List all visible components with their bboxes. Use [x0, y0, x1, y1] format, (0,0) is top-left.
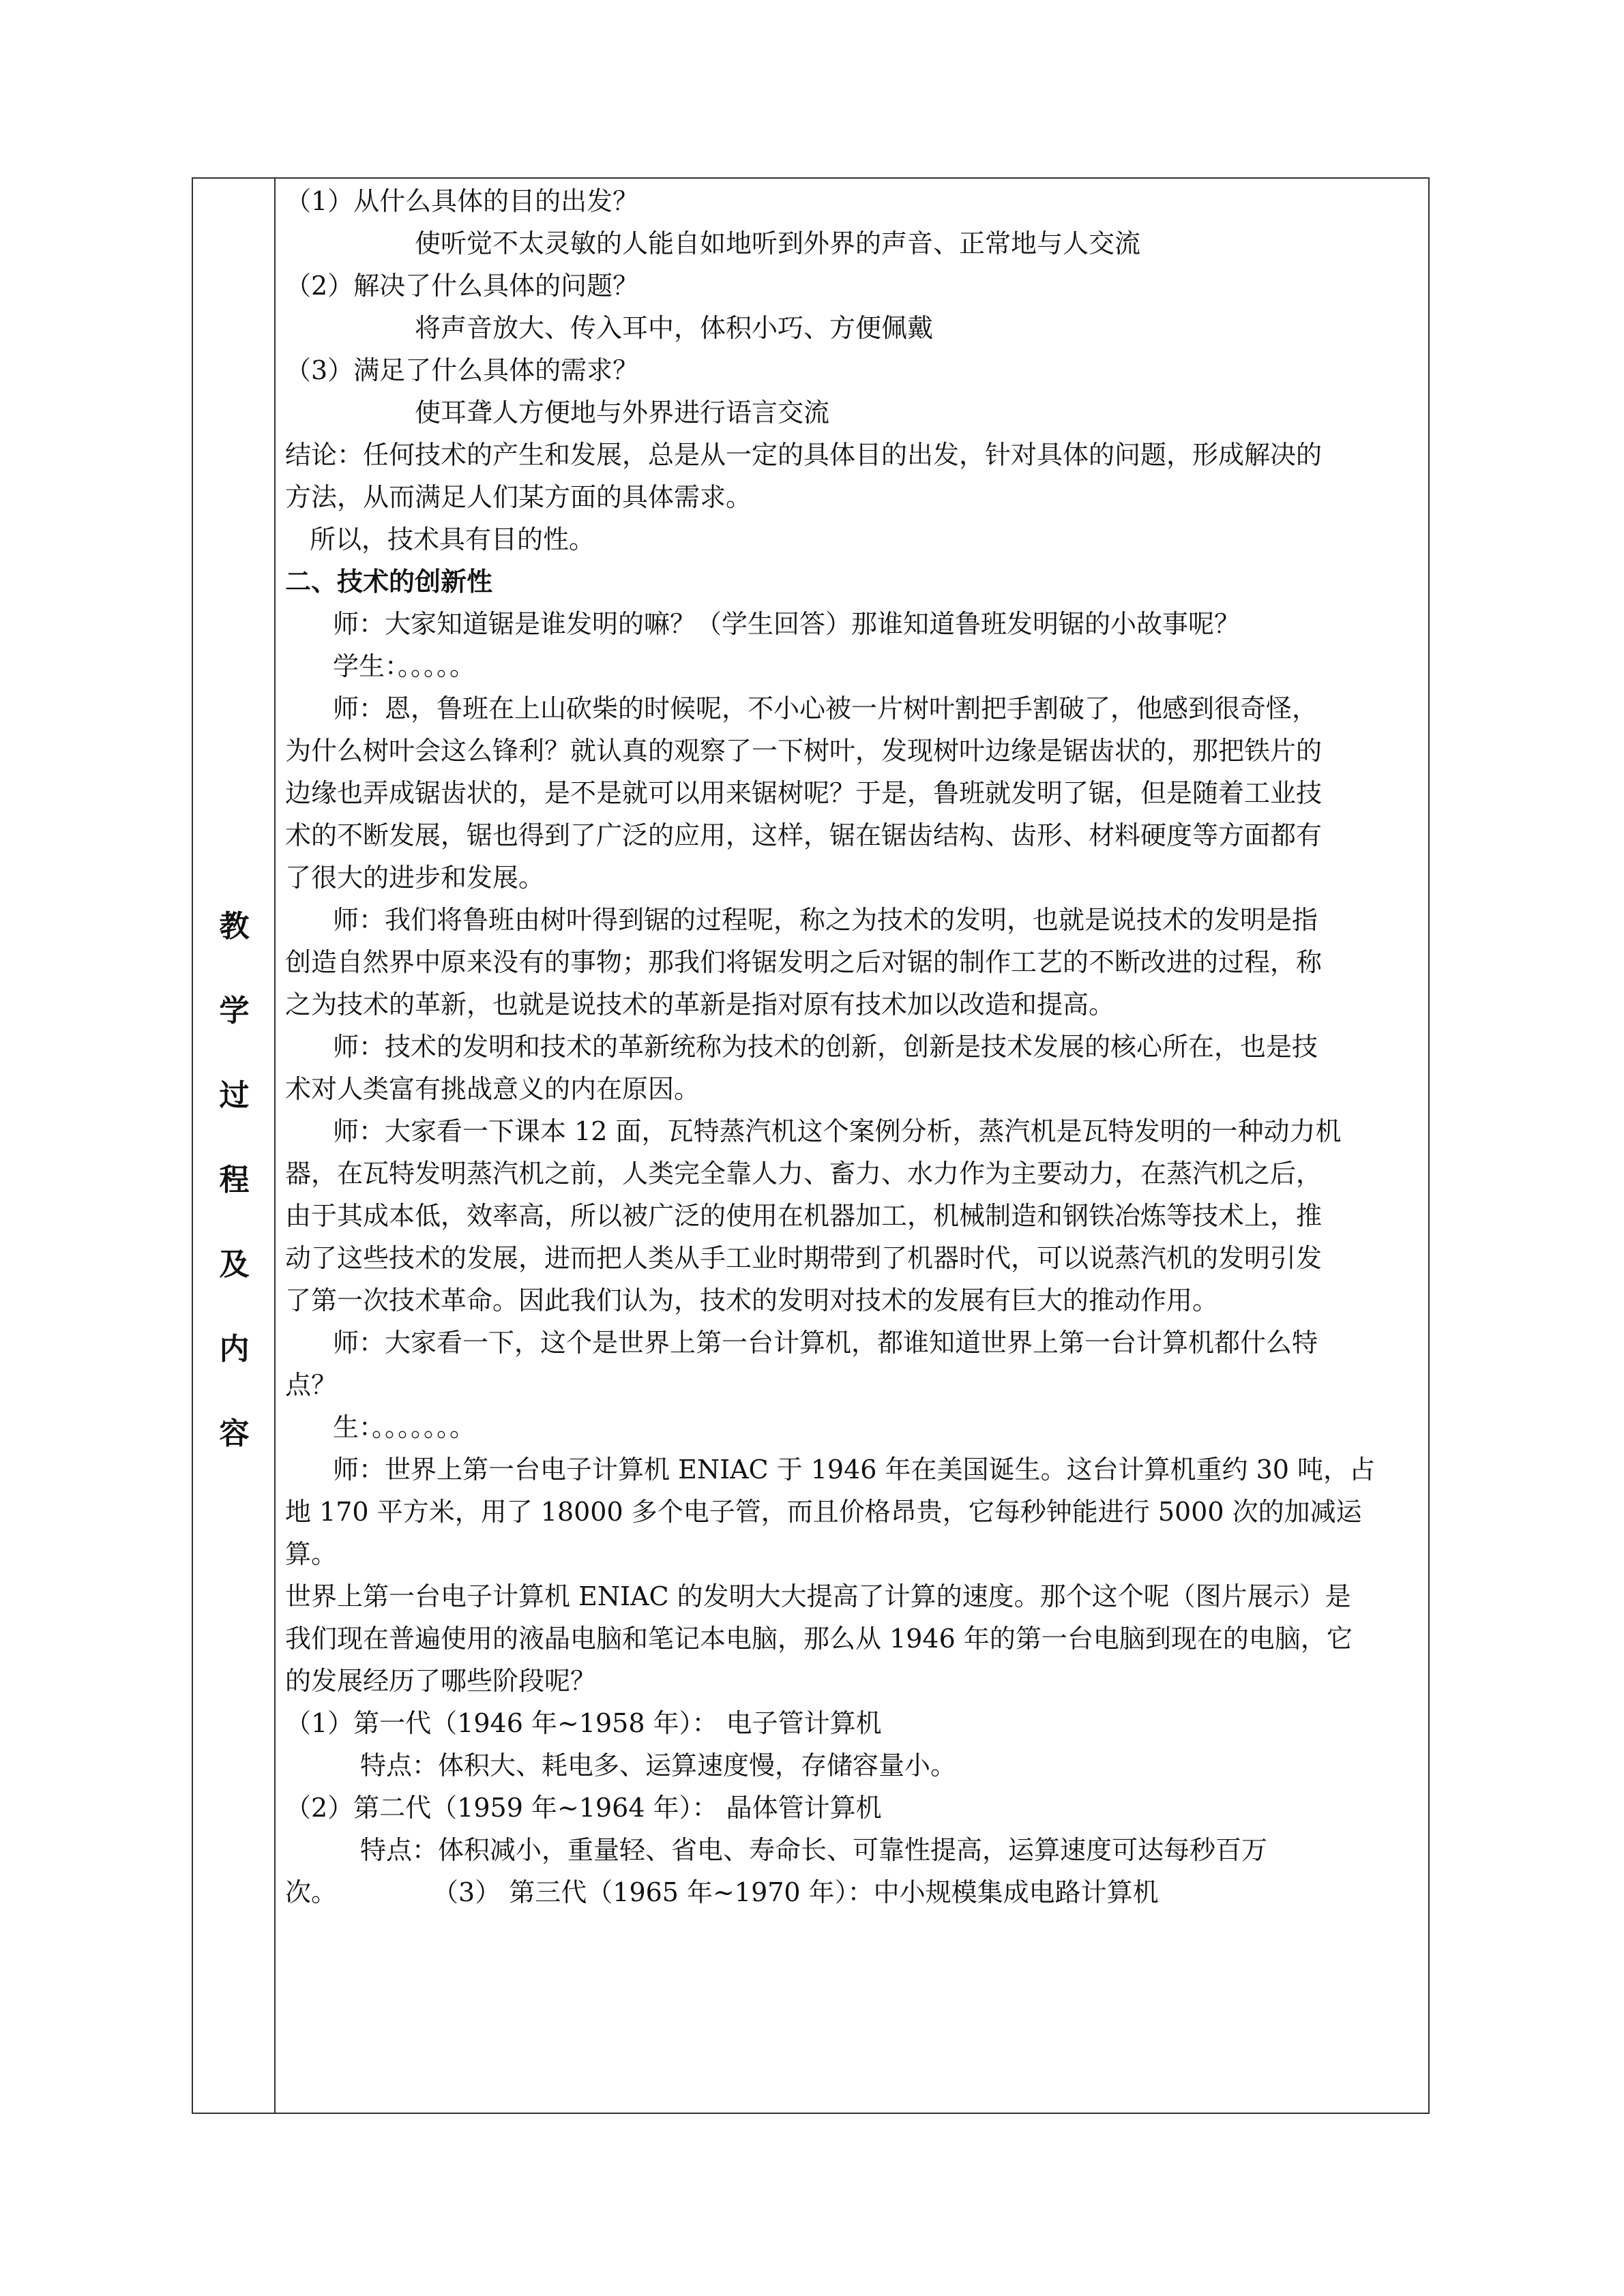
side-label-cell: [193, 179, 276, 2113]
paragraph-line: 创造自然界中原来没有的事物；那我们将锯发明之后对锯的制作工艺的不断改进的过程，称: [285, 947, 1323, 977]
conclusion-line: 所以，技术具有目的性。: [310, 524, 595, 554]
paragraph-line: 边缘也弄成锯齿状的，是不是就可以用来锯树呢？于是，鲁班就发明了锯，但是随着工业技: [285, 778, 1323, 808]
feature-line: 特点：体积减小，重量轻、省电、寿命长、可靠性提高，运算速度可达每秒百万: [360, 1835, 1268, 1865]
question-line: （1）从什么具体的目的出发？: [285, 186, 639, 216]
feature-line-end: 次。: [285, 1877, 338, 1907]
paragraph-line: 算。: [285, 1539, 338, 1569]
paragraph-line: 生：。。。。。。。: [333, 1412, 476, 1442]
lesson-table: [192, 177, 1430, 2114]
generation-line: （2）第二代（1959 年~1964 年）： 晶体管计算机: [285, 1793, 882, 1823]
paragraph-line: 师：大家看一下课本 12 面，瓦特蒸汽机这个案例分析，蒸汽机是瓦特发明的一种动力机: [333, 1116, 1342, 1146]
section-heading: 二、技术的创新性: [285, 567, 493, 597]
paragraph-line: 世界上第一台电子计算机 ENIAC 的发明大大提高了计算的速度。那个这个呢（图片展示）是: [285, 1581, 1351, 1611]
paragraph-line: 师：世界上第一台电子计算机 ENIAC 于 1946 年在美国诞生。这台计算机重约 30 吨，占: [333, 1455, 1376, 1485]
paragraph-line: 了很大的进步和发展。: [285, 863, 545, 893]
answer-line: 使听觉不太灵敏的人能自如地听到外界的声音、正常地与人交流: [415, 228, 1141, 258]
paragraph-line: 之为技术的革新，也就是说技术的革新是指对原有技术加以改造和提高。: [285, 989, 1115, 1019]
paragraph-line: 师：恩，鲁班在上山砍柴的时候呢，不小心被一片树叶割把手割破了，他感到很奇怪，: [333, 694, 1318, 724]
generation-line: （3） 第三代（1965 年~1970 年）：中小规模集成电路计算机: [432, 1877, 1159, 1907]
content-cell: [285, 179, 1417, 2113]
question-line: （3）满足了什么具体的需求？: [285, 355, 639, 385]
paragraph-line: 师：技术的发明和技术的革新统称为技术的创新，创新是技术发展的核心所在，也是技: [333, 1032, 1318, 1062]
paragraph-line: 点？: [285, 1370, 338, 1400]
side-label-char: 及: [219, 1247, 250, 1282]
generation-line: （1）第一代（1946 年~1958 年）： 电子管计算机: [285, 1708, 882, 1738]
paragraph-line: 术的不断发展，锯也得到了广泛的应用，这样，锯在锯齿结构、齿形、材料硬度等方面都有: [285, 820, 1323, 850]
paragraph-line: 地 170 平方米，用了 18000 多个电子管，而且价格昂贵，它每秒钟能进行 5000 次的加减运: [285, 1497, 1362, 1527]
conclusion-line: 结论：任何技术的产生和发展，总是从一定的具体目的出发，针对具体的问题，形成解决的: [285, 440, 1323, 470]
conclusion-line: 方法，从而满足人们某方面的具体需求。: [285, 482, 752, 512]
paragraph-line: 由于其成本低，效率高，所以被广泛的使用在机器加工，机械制造和钢铁冶炼等技术上，推: [285, 1201, 1323, 1231]
side-label-char: 程: [219, 1163, 250, 1197]
answer-line: 使耳聋人方便地与外界进行语言交流: [415, 398, 830, 428]
side-label: [193, 884, 276, 1476]
paragraph-line: 了第一次技术革命。因此我们认为，技术的发明对技术的发展有巨大的推动作用。: [285, 1285, 1219, 1315]
paragraph-line: 师：我们将鲁班由树叶得到锯的过程呢，称之为技术的发明，也就是说技术的发明是指: [333, 905, 1318, 935]
paragraph-line: 师：大家知道锯是谁发明的嘛？（学生回答）那谁知道鲁班发明锯的小故事呢？: [333, 609, 1241, 639]
side-label-char: 教: [219, 909, 250, 944]
question-line: （2）解决了什么具体的问题？: [285, 271, 639, 301]
side-label-char: 过: [219, 1078, 250, 1113]
paragraph-line: 为什么树叶会这么锋利？就认真的观察了一下树叶，发现树叶边缘是锯齿状的，那把铁片的: [285, 736, 1323, 766]
feature-line: [285, 1871, 1159, 1913]
paragraph-line: 我们现在普遍使用的液晶电脑和笔记本电脑，那么从 1946 年的第一台电脑到现在的电脑，它: [285, 1624, 1353, 1654]
feature-line: 特点：体积大、耗电多、运算速度慢，存储容量小。: [360, 1750, 957, 1780]
paragraph-line: 学生：。。。。。: [333, 651, 476, 681]
answer-line: 将声音放大、传入耳中，体积小巧、方便佩戴: [415, 313, 934, 343]
paragraph-line: 动了这些技术的发展，进而把人类从手工业时期带到了机器时代，可以说蒸汽机的发明引发: [285, 1243, 1323, 1273]
paragraph-line: 师：大家看一下，这个是世界上第一台计算机，都谁知道世界上第一台计算机都什么特: [333, 1328, 1318, 1358]
side-label-char: 容: [219, 1416, 250, 1451]
side-label-char: 内: [219, 1332, 250, 1367]
paragraph-line: 的发展经历了哪些阶段呢？: [285, 1666, 597, 1696]
paragraph-line: 器，在瓦特发明蒸汽机之前，人类完全靠人力、畜力、水力作为主要动力，在蒸汽机之后，: [285, 1159, 1323, 1189]
paragraph-line: 术对人类富有挑战意义的内在原因。: [285, 1074, 700, 1104]
side-label-char: 学: [219, 994, 250, 1028]
